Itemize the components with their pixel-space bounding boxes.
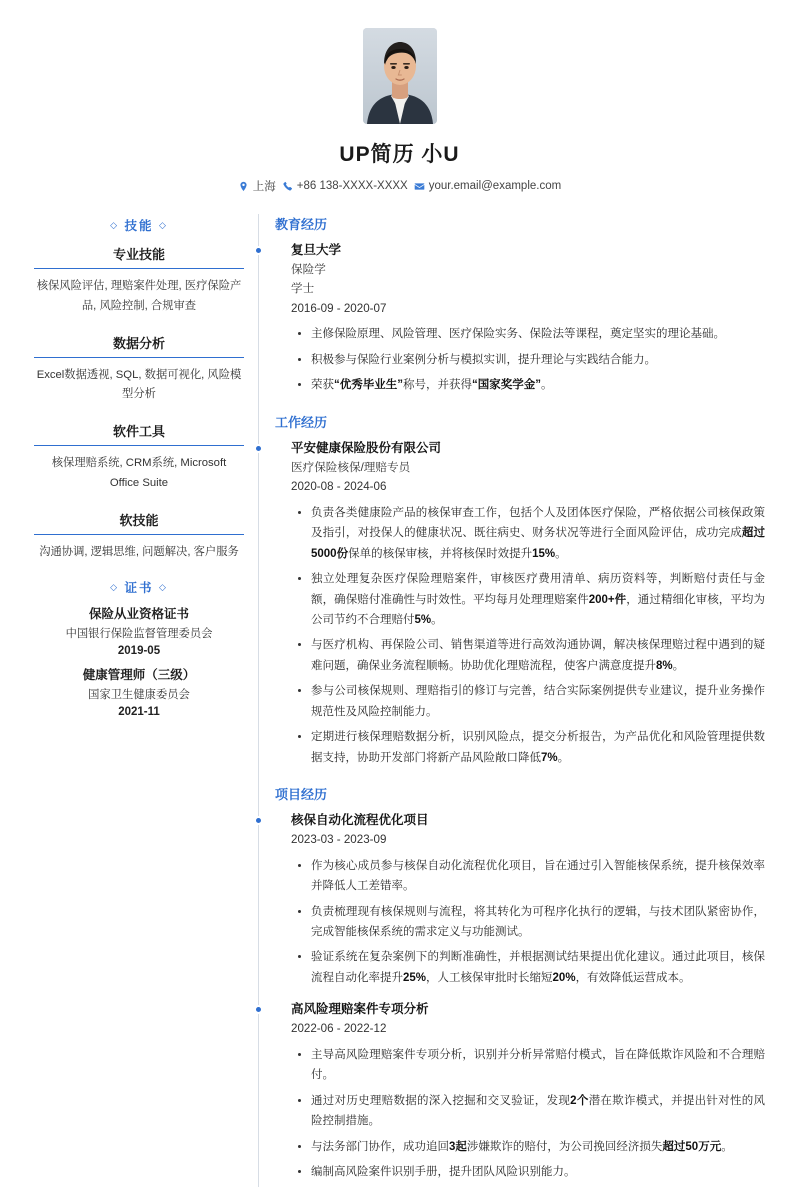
timeline-dot-icon [254,444,263,453]
resume-body [34,214,765,1187]
list-item: • 编制高风险案件识别手册，提升团队风险识别能力。 [311,1162,765,1182]
project-points [291,856,765,989]
timeline-dot-icon [254,246,263,255]
list-item: • 荣获“优秀毕业生”称号，并获得“国家奖学金”。 [311,375,765,395]
skill-group-title: 软技能 [34,510,244,535]
list-item: • 定期进行核保理赔数据分析，识别风险点，提交分析报告，为产品优化和风险管理提供数据支持，协助开发部门将新产品风险敞口降低7%。 [311,727,765,768]
education-school: 复旦大学 [291,243,342,257]
contact-row [34,178,765,194]
project-points [291,1045,765,1183]
sidebar-certificates-title: ◇ 证书 ◇ [110,581,168,596]
resume-header [34,28,765,194]
list-item: • 作为核心成员参与核保自动化流程优化项目，旨在通过引入智能核保系统，提升核保效率并降低人工差错率。 [311,856,765,897]
list-item: • 与医疗机构、再保险公司、销售渠道等进行高效沟通协调，解决核保理赔过程中遇到的疑难问题，确保业务流程顺畅。协助优化理赔流程，使客户满意度提升8%。 [311,635,765,676]
certificate-date: 2021-11 [118,706,160,719]
skill-group [34,244,244,323]
education-degree: 学士 [291,282,315,296]
project-date: 2023-03 - 2023-09 [291,833,387,847]
certificate-item [34,604,244,657]
project-date: 2022-06 - 2022-12 [291,1022,387,1036]
diamond-icon: ◇ [110,582,119,593]
certificate-org: 国家卫生健康委员会 [88,689,190,702]
education-points [291,324,765,395]
list-item: • 验证系统在复杂案例下的判断准确性，并根据测试结果提出优化建议。通过此项目，核保流程自动化率提升25%，人工核保审批时长缩短20%，有效降低运营成本。 [311,947,765,988]
contact-email [414,180,561,192]
skill-group [34,333,244,412]
contact-location [238,178,276,194]
education-entry [275,241,765,396]
contact-email-text: your.email@example.com [428,180,562,192]
list-item: • 参与公司核保规则、理赔指引的修订与完善，结合实际案例提供专业建议，提升业务操作规范性及风险控制能力。 [311,681,765,722]
avatar [363,28,437,124]
avatar-photo [363,28,437,124]
timeline-dot-icon [254,1005,263,1014]
education-date: 2016-09 - 2020-07 [291,301,387,315]
list-item: • 主导高风险理赔案件专项分析，识别并分析异常赔付模式，旨在降低欺诈风险和不合理赔付。 [311,1045,765,1086]
section-education [275,214,765,396]
certificate-name: 保险从业资格证书 [88,607,189,622]
list-item: • 负责梳理现有核保规则与流程，将其转化为可程序化执行的逻辑，与技术团队紧密协作，完成智能核保系统的需求定义与功能测试。 [311,902,765,943]
diamond-icon: ◇ [158,220,168,230]
main-content [258,214,765,1187]
contact-phone-text: +86 138-XXXX-XXXX [296,180,408,192]
list-item: • 积极参与保险行业案例分析与模拟实训，提升理论与实践结合能力。 [311,350,765,370]
section-title-education: 教育经历 [275,217,328,232]
section-title-projects: 项目经历 [275,787,328,803]
work-points [291,503,765,769]
skill-group-title: 数据分析 [34,333,244,358]
contact-phone [282,180,408,192]
sidebar-skills-title: ◇ 技能 ◇ [110,219,168,233]
location-icon [238,181,249,192]
skill-group-text: 核保理赔系统, CRM系统, Microsoft Office Suite [51,457,227,489]
work-company: 平安健康保险股份有限公司 [291,440,442,455]
diamond-icon: ◇ [110,220,119,230]
project-entry [275,1000,765,1182]
mail-icon [414,181,425,192]
list-item: • 独立处理复杂医疗保险理赔案件，审核医疗费用清单、病历资料等，判断赔付责任与金额，确保赔付准确性与时效性。平均每月处理理赔案件200+件，通过精细化审核，平均为公司节约不合理赔付5%。 [311,569,765,630]
certificate-item [34,665,244,718]
list-item: • 负责各类健康险产品的核保审查工作，包括个人及团体医疗保险，严格依据公司核保政策及指引，对投保人的健康状况、既往病史、财务状况等进行全面风险评估，成功完成超过5000份保单的核保审核，并将核保时效提升15%。 [311,503,765,564]
skill-group-text: 沟通协调, 逻辑思维, 问题解决, 客户服务 [39,545,239,558]
phone-icon [282,181,293,192]
skill-group-title: 专业技能 [34,244,244,269]
skill-group-text: Excel数据透视, SQL, 数据可视化, 风险模型分析 [36,368,242,401]
work-date: 2020-08 - 2024-06 [291,480,387,494]
list-item: • 与法务部门协作，成功追回3起涉嫌欺诈的赔付，为公司挽回经济损失超过50万元。 [311,1137,765,1157]
timeline-dot-icon [254,816,263,825]
certificate-name: 健康管理师（三级） [82,668,196,683]
contact-location-text: 上海 [252,181,276,193]
skill-group [34,510,244,569]
certificate-date: 2019-05 [117,645,161,658]
education-major: 保险学 [291,262,326,276]
section-projects [275,784,765,1182]
skill-group-title: 软件工具 [34,421,244,446]
skill-group-text: 核保风险评估, 理赔案件处理, 医疗保险产品, 风险控制, 合规审查 [36,280,242,312]
list-item: • 主修保险原理、风险管理、医疗保险实务、保险法等课程，奠定坚实的理论基础。 [311,324,765,344]
work-role: 医疗保险核保/理赔专员 [291,460,411,474]
project-name: 高风险理赔案件专项分析 [291,1002,429,1017]
list-item: • 通过对历史理赔数据的深入挖掘和交叉验证，发现2个潜在欺诈模式，并提出针对性的风险控制措施。 [311,1091,765,1132]
certificate-org: 中国银行保险监督管理委员会 [65,628,213,641]
project-entry [275,811,765,988]
sidebar [34,214,258,718]
work-entry [275,439,765,768]
page-title: UP简历 小U [339,143,460,166]
section-work [275,412,765,768]
diamond-icon: ◇ [158,582,168,593]
skill-group [34,421,244,500]
project-name: 核保自动化流程优化项目 [291,813,429,828]
section-title-work: 工作经历 [275,414,328,430]
